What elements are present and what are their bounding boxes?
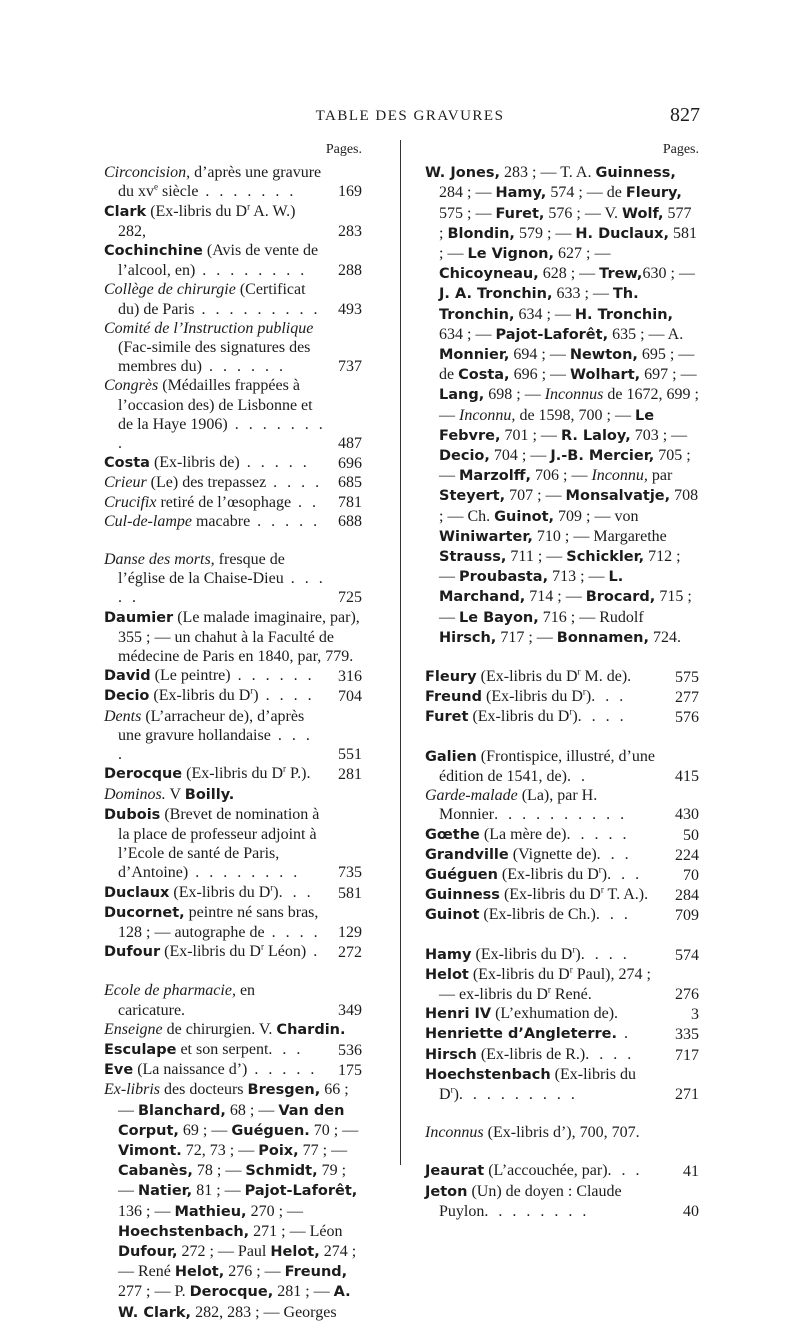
entry-heading: Collège de chirurgie	[104, 281, 236, 299]
entry-text: des docteurs Bresgen, 66 ; — Blanchard, 68 ; — Van den Corput, 69 ; — Guéguen. 70 ; — Vimont. 72, 73 ; — Poix, 77 ; — Cabanès, 78 ; — Schmidt, 79 ; — Natier, 81 ; — Pajot-Laforêt, 136 ; — Mathieu, 270 ; — Hoechstenbach, 271 ; — Léon Dufour, 272 ; — Paul Helot, 274 ; — René Helot, 276 ; — Freund, 277 ; — P. Derocque, 281 ; — A. W. Clark, 282, 283 ; — Georges	[118, 1081, 359, 1321]
entry-heading: Clark	[104, 203, 147, 220]
index-entry	[425, 747, 699, 786]
leader-dots: . . . . .	[247, 1061, 318, 1079]
page-number: 827	[670, 104, 700, 126]
section-gap	[104, 962, 362, 981]
entry-text: (La mère de)	[479, 825, 567, 843]
index-entry	[425, 707, 699, 727]
leader-dots: . . . . . . . .	[195, 262, 308, 280]
index-entry	[425, 945, 699, 965]
entry-heading: Gœthe	[425, 826, 480, 843]
index-entry	[104, 453, 362, 473]
index-entry	[104, 686, 362, 706]
index-entry	[104, 163, 362, 201]
entry-heading: Jeaurat	[425, 1163, 485, 1180]
entry-page-number: 271	[675, 1085, 699, 1103]
leader-dots: . . . . . .	[230, 667, 315, 685]
index-entry	[425, 845, 699, 865]
index-entry	[104, 1040, 362, 1060]
leader-dots: . . .	[268, 1040, 304, 1058]
entry-heading: Danse des morts,	[104, 551, 215, 569]
entry-page-number: 175	[338, 1062, 362, 1080]
leader-dots: . . . .	[258, 687, 315, 705]
entry-heading: Fleury	[425, 669, 477, 686]
entry-heading: Daumier	[104, 609, 174, 626]
entry-text: (Vignette de)	[508, 845, 597, 863]
entry-text: (Ex-libris du $D^r$ Paul), 274 ; — ex-libris du $D^r$ René	[439, 964, 651, 1003]
index-entry	[425, 965, 699, 1004]
leader-dots: . . .	[596, 845, 632, 863]
entry-heading: Grandville	[425, 846, 509, 863]
leader-dots: . . . .	[585, 1045, 635, 1063]
entry-text: (Ex-libris du $D^r$ T. A.).	[499, 884, 649, 904]
entry-text: (Ex-libris du $D^r$)	[497, 864, 608, 883]
entry-heading: Jeton	[425, 1183, 468, 1200]
entry-text: (Le malade imaginaire, par), 355 ; — un chahut à la Faculté de médecine de Paris en 1840, par, 779.	[118, 608, 360, 666]
entry-heading: Dubois	[104, 806, 161, 823]
index-entry	[425, 687, 699, 707]
index-entry	[425, 667, 699, 687]
leader-dots: . . . . . . . .	[118, 415, 326, 453]
entry-page-number: 281	[338, 766, 362, 784]
entry-heading: Duclaux	[104, 884, 170, 901]
entry-page-number: 536	[338, 1041, 362, 1059]
entry-heading: Garde-malade	[425, 787, 518, 805]
entry-page-number: 581	[338, 884, 362, 902]
entry-heading: Crucifix	[104, 493, 157, 511]
entry-heading: Crieur	[104, 474, 147, 492]
entry-page-number: 284	[675, 887, 699, 905]
entry-page-number: 272	[338, 944, 362, 962]
index-entry	[104, 785, 362, 805]
index-entry	[104, 550, 362, 608]
index-entry	[425, 825, 699, 845]
entry-page-number: 169	[338, 183, 362, 201]
entry-heading: Guinness	[425, 887, 500, 904]
entry-heading: Enseigne	[104, 1020, 163, 1038]
entry-heading: Galien	[425, 748, 477, 765]
entry-text: (Ex-libris de)	[149, 454, 240, 472]
entry-heading: Derocque	[104, 766, 183, 783]
index-entry	[425, 1161, 699, 1181]
index-entry	[104, 1080, 362, 1322]
entry-page-number: 575	[675, 669, 699, 687]
entry-text: (Brevet de nomination à la place de professeur adjoint à l’Ecole de santé de Paris, d’Antoine)	[118, 805, 320, 882]
left-column	[104, 140, 362, 1323]
index-entry	[104, 319, 362, 377]
entry-page-number: 717	[675, 1046, 699, 1064]
index-entry	[104, 473, 362, 492]
entry-text: (L’arracheur de), d’après une gravure hollandaise	[118, 707, 305, 744]
entry-heading: Dufour	[104, 944, 161, 961]
right-entries	[425, 163, 699, 1221]
entry-heading: Comité de l’Instruction publique	[104, 319, 314, 337]
entry-heading: David	[104, 668, 151, 685]
index-entry	[425, 1065, 699, 1104]
entry-heading: Helot	[425, 966, 469, 983]
leader-dots: . . . . . .	[201, 358, 286, 376]
entry-page-number: 688	[338, 512, 362, 530]
index-entry	[425, 885, 699, 905]
entry-page-number: 41	[683, 1163, 699, 1181]
entry-heading: Henri IV	[425, 1006, 492, 1023]
entry-text: retiré de l’œsophage	[156, 493, 292, 511]
index-entry	[425, 1182, 699, 1221]
leader-dots: . .	[566, 767, 588, 785]
entry-heading: Dominos.	[104, 785, 166, 803]
entry-text: (La naissance d’)	[133, 1061, 248, 1079]
entry-page-number: 704	[338, 688, 362, 706]
entry-heading: Cochinchine	[104, 243, 203, 260]
index-entry	[104, 883, 362, 903]
entry-text: et son serpent	[176, 1040, 269, 1058]
leader-dots: . . . .	[118, 726, 313, 764]
index-entry	[104, 666, 362, 686]
pages-label: Pages.	[662, 142, 699, 157]
entry-heading: Ducornet,	[104, 904, 185, 921]
leader-dots: .	[617, 1025, 632, 1043]
entry-text: (Le) des trepassez	[146, 474, 267, 492]
entry-text: (Ex-libris du $D^r$ M. de).	[476, 666, 632, 686]
index-entry	[104, 280, 362, 318]
entry-page-number: 709	[675, 907, 699, 925]
leader-dots: . . . .	[264, 923, 321, 941]
leader-dots: . . . .	[580, 945, 630, 963]
leader-dots: . . . . . . . . . .	[494, 806, 628, 824]
entry-page-number: 487	[338, 435, 362, 453]
index-entry	[104, 608, 362, 667]
entry-text: (Ex-libris du $D^r$)	[439, 1065, 636, 1103]
index-entry	[104, 903, 362, 942]
entry-heading: Costa	[104, 455, 150, 472]
index-entry	[104, 764, 362, 784]
entry-page-number: 50	[683, 826, 699, 844]
left-entries	[104, 163, 362, 1323]
entry-text: en caricature.	[118, 982, 256, 1019]
entry-page-number: 288	[338, 262, 362, 280]
entry-page-number: 3	[691, 1006, 699, 1024]
index-entry	[425, 905, 699, 925]
entry-heading: Esculape	[104, 1041, 177, 1058]
entry-text: (Ex-libris d’), 700, 707.	[483, 1124, 640, 1142]
entry-heading: Dents	[104, 707, 142, 725]
entry-heading: Congrès	[104, 377, 159, 395]
entry-text: d’après une gravure du $xv^e$ siècle	[118, 164, 322, 201]
entry-text: (La), par H. Monnier	[439, 787, 598, 824]
index-entry	[104, 1020, 362, 1040]
entry-heading: Decio	[104, 688, 150, 705]
index-entry	[104, 376, 362, 453]
entry-page-number: 781	[338, 493, 362, 511]
entry-heading: Eve	[104, 1062, 134, 1079]
entry-text: (Ex-libris de Ch.)	[479, 906, 596, 924]
entry-heading: Hirsch	[425, 1046, 477, 1063]
entry-page-number: 349	[338, 1001, 362, 1019]
entry-page-number: 335	[675, 1026, 699, 1044]
entry-page-number: 316	[338, 668, 362, 686]
entry-heading: Guinot	[425, 907, 480, 924]
index-entry	[104, 241, 362, 280]
leader-dots: . . . . . . . . .	[194, 300, 321, 318]
leader-dots: . . . . .	[566, 825, 630, 843]
leader-dots: . . .	[591, 688, 627, 706]
entry-page-number: 696	[338, 455, 362, 473]
entry-heading: Ecole de pharmacie,	[104, 982, 236, 1000]
leader-dots: . . . . . . . .	[188, 864, 301, 882]
entry-heading: Circoncision,	[104, 164, 191, 182]
index-entry	[104, 493, 362, 512]
index-entry	[425, 786, 699, 824]
entry-text: (Ex-libris du $D^r$)	[471, 944, 581, 963]
entry-text: (Certificat du) de Paris	[118, 281, 306, 318]
entry-heading: Ex-libris	[104, 1081, 160, 1099]
section-gap	[425, 1104, 699, 1123]
index-entry	[425, 163, 699, 648]
entry-page-number: 551	[338, 746, 362, 764]
leader-dots: . . .	[278, 883, 314, 901]
entry-text: (Ex-libris de R.)	[476, 1045, 586, 1063]
entry-page-number: 283	[338, 222, 362, 240]
entry-page-number: 276	[675, 985, 699, 1003]
entry-text: W. Jones, 283 ; — T. A. Guinness, 284 ; — Hamy, 574 ; — de Fleury, 575 ; — Furet, 576 ; — V. Wolf, 577 ; Blondin, 579 ; — H. Duclaux, 581 ; — Le Vignon, 627 ; — Chicoyneau, 628 ; — Trew,630 ; — J. A. Tronchin, 633 ; — Th. Tronchin, 634 ; — H. Tronchin, 634 ; — Pajot-Laforêt, 635 ; — A. Monnier, 694 ; — Newton, 695 ; — de Costa, 696 ; — Wolhart, 697 ; — Lang, 698 ; — Inconnus de 1672, 699 ; — Inconnu, de 1598, 700 ; — Le Febvre, 701 ; — R. Laloy, 703 ; — Decio, 704 ; — J.-B. Mercier, 705 ; — Marzolff, 706 ; — Inconnu, par Steyert, 707 ; — Monsalvatje, 708 ; — Ch. Guinot, 709 ; — von Winiwarter, 710 ; — Margarethe Strauss, 711 ; — Schickler, 712 ; — Proubasta, 713 ; — L. Marchand, 714 ; — Brocard, 715 ; — Le Bayon, 716 ; — Rudolf Hirsch, 717 ; — Bonnamen, 724.	[425, 164, 699, 646]
entry-text: (Ex-libris du $D^r$)	[468, 707, 578, 726]
entry-page-number: 70	[683, 866, 699, 884]
entry-text: de chirurgien. V. Chardin.	[162, 1020, 346, 1038]
pages-label: Pages.	[325, 142, 362, 157]
entry-text: peintre né sans bras, 128 ; — autographe de	[118, 903, 319, 941]
entry-page-number: 40	[683, 1202, 699, 1220]
entry-text: (L’accouchée, par)	[484, 1162, 608, 1180]
entry-page-number: 129	[338, 923, 362, 941]
leader-dots: .	[587, 985, 595, 1003]
entry-page-number: 493	[338, 300, 362, 318]
leader-dots: . . . . . . .	[198, 183, 297, 201]
entry-page-number: 735	[338, 864, 362, 882]
index-entry	[425, 1004, 699, 1024]
entry-text: V Boilly.	[165, 785, 235, 803]
leader-dots: . . . .	[266, 474, 323, 492]
index-entry	[425, 1045, 699, 1065]
leader-dots: .	[306, 943, 321, 961]
entry-text: macabre	[191, 512, 251, 530]
leader-dots: . . . . .	[118, 570, 326, 607]
entry-heading: Furet	[425, 709, 469, 726]
right-column	[425, 140, 699, 1221]
entry-text: (Ex-libris du $D^r$)	[482, 686, 592, 706]
entry-text: (L’exhumation de)	[491, 1005, 615, 1023]
section-gap	[425, 728, 699, 747]
section-gap	[425, 926, 699, 945]
leader-dots: . . .	[607, 1162, 643, 1180]
entry-heading: Guéguen	[425, 866, 498, 883]
entry-text: (Avis de vente de l’alcool, en)	[118, 242, 319, 280]
leader-dots: . . . . .	[239, 454, 310, 472]
index-entry	[104, 1060, 362, 1080]
running-title: TABLE DES GRAVURES	[315, 108, 505, 124]
entry-page-number: 224	[675, 846, 699, 864]
index-entry	[104, 707, 362, 765]
leader-dots: . . . . .	[250, 512, 321, 530]
index-entry	[104, 805, 362, 883]
index-entry	[104, 202, 362, 241]
entry-text: (Ex-libris du $D^r$ Léon)	[160, 941, 307, 961]
entry-text: (Un) de doyen : Claude Puylon	[439, 1182, 622, 1220]
entry-heading: Hamy	[425, 946, 472, 963]
section-gap	[425, 648, 699, 667]
index-entry	[425, 865, 699, 885]
entry-text: (Ex-libris du $D^r$ A. W.) 282,	[118, 201, 296, 240]
entry-text: (Ex-libris du $D^r$)	[149, 686, 259, 705]
entry-text: (Frontispice, illustré, d’une édition de 1541, de)	[439, 747, 655, 785]
leader-dots: . . .	[607, 865, 643, 883]
entry-page-number: 574	[675, 946, 699, 964]
leader-dots: . .	[291, 493, 320, 511]
section-gap	[425, 1142, 699, 1161]
entry-page-number: 415	[675, 767, 699, 785]
entry-heading: Hoechstenbach	[425, 1066, 551, 1083]
index-entry	[425, 1024, 699, 1044]
entry-page-number: 576	[675, 709, 699, 727]
entry-text: (Le peintre)	[150, 667, 231, 685]
index-entry	[104, 512, 362, 531]
entry-heading: Inconnus	[425, 1124, 484, 1142]
column-divider	[400, 140, 401, 1165]
entry-page-number: 737	[338, 358, 362, 376]
leader-dots: . . . . . . . . .	[458, 1085, 578, 1103]
entry-text: (Fac-simile des signatures des membres du)	[118, 339, 311, 376]
section-gap	[104, 531, 362, 550]
entry-page-number: 277	[675, 689, 699, 707]
index-entry	[104, 981, 362, 1019]
entry-heading: Freund	[425, 689, 482, 706]
leader-dots: . . . . . . . .	[484, 1202, 590, 1220]
entry-heading: Cul-de-lampe	[104, 512, 192, 530]
entry-page-number: 430	[675, 806, 699, 824]
index-entry	[425, 1123, 699, 1142]
leader-dots: .	[614, 1005, 622, 1023]
leader-dots: .	[306, 765, 314, 783]
entry-page-number: 685	[338, 474, 362, 492]
leader-dots: . . . .	[577, 708, 627, 726]
leader-dots: . . .	[595, 906, 631, 924]
entry-text: (Médailles frappées à l’occasion des) de Lisbonne et de la Haye 1906)	[118, 377, 313, 433]
index-entry	[104, 942, 362, 962]
entry-heading: Henriette d’Angleterre.	[425, 1026, 618, 1043]
entry-text: (Ex-libris du $D^r$ P.)	[182, 763, 307, 783]
entry-text: fresque de l’église de la Chaise-Dieu	[118, 551, 285, 588]
entry-page-number: 725	[338, 589, 362, 607]
entry-text: (Ex-libris du $D^r$)	[169, 882, 279, 901]
